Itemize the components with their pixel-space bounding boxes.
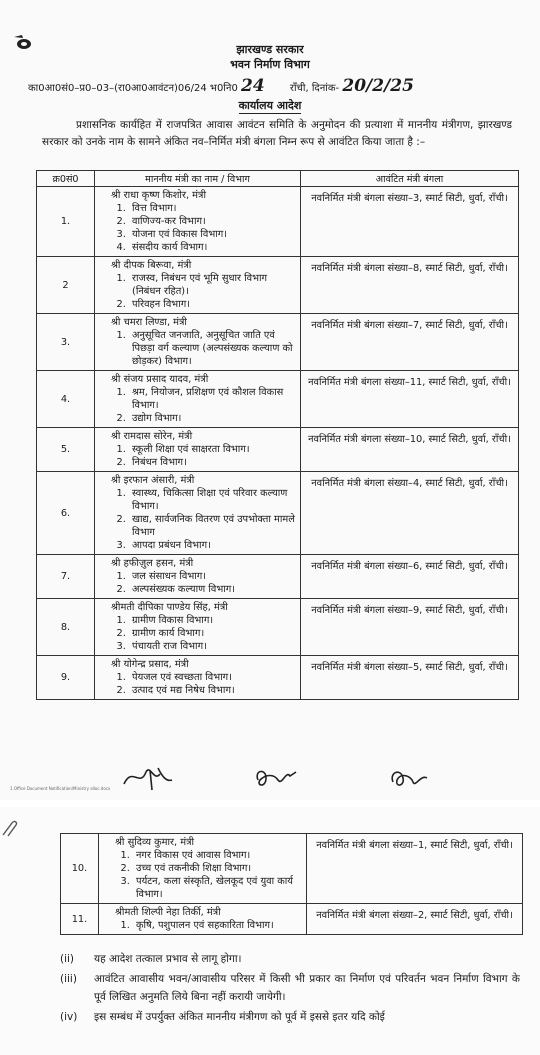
minister-name: श्री चमरा लिण्डा, मंत्री: [111, 317, 187, 328]
department-item: 1. श्रम, नियोजन, प्रशिक्षण एवं कौशल विकास विभाग।: [129, 386, 296, 412]
table-row: [61, 834, 523, 904]
minister-name: श्री इरफान अंसारी, मंत्री: [111, 475, 195, 486]
header-minister: माननीय मंत्री का नाम / विभाग: [95, 171, 301, 187]
department-item: 2. अल्पसंख्यक कल्याण विभाग।: [129, 583, 296, 596]
department-item: 3. पर्यटन, कला संस्कृति, खेलकूद एवं युवा कार्य विभाग।: [133, 875, 302, 901]
table-header-row: [37, 171, 519, 187]
serial-number: 5.: [37, 428, 95, 472]
department-item: 2. निबंधन विभाग।: [129, 456, 296, 469]
table-row: [37, 371, 519, 428]
department-item: 1. जल संसाधन विभाग।: [129, 570, 296, 583]
table-row: [37, 257, 519, 314]
minister-name: श्री सुदिव्य कुमार, मंत्री: [115, 837, 195, 848]
serial-number: 2: [37, 257, 95, 314]
table-row: [37, 428, 519, 472]
signature-1: [120, 762, 180, 792]
minister-cell: [95, 472, 301, 555]
header-bungalow: आवंटित मंत्री बंगला: [301, 171, 519, 187]
department-item: 3. आपदा प्रबंधन विभाग।: [129, 539, 296, 552]
govt-name: झारखण्ड सरकार: [236, 43, 304, 56]
department-item: 3. योजना एवं विकास विभाग।: [129, 228, 296, 241]
allotment-table-continued: [60, 833, 523, 935]
serial-number: 6.: [37, 472, 95, 555]
bungalow-cell: नवनिर्मित मंत्री बंगला संख्या–11, स्मार्ट सिटी, धुर्वा, राँची।: [301, 371, 519, 428]
department-item: 1. वित्त विभाग।: [129, 202, 296, 215]
minister-name: श्री दीपक बिरूवा, मंत्री: [111, 260, 192, 271]
signatures: [0, 758, 540, 798]
minister-name: श्रीमती दीपिका पाण्डेय सिंह, मंत्री: [111, 602, 228, 613]
paper-clip-icon: [0, 817, 22, 839]
department-list: [99, 487, 296, 552]
department-item: 4. संसदीय कार्य विभाग।: [129, 241, 296, 254]
bungalow-cell: नवनिर्मित मंत्री बंगला संख्या–8, स्मार्ट सिटी, धुर्वा, राँची।: [301, 257, 519, 314]
file-path-footer: 1 Office Document Notification/Ministry alloc.docx: [10, 786, 111, 791]
department-name: भवन निर्माण विभाग: [230, 58, 310, 71]
page-separator: [0, 800, 540, 807]
place-date-label: राँची, दिनांक-: [289, 83, 340, 94]
minister-name: श्री संजय प्रसाद यादव, मंत्री: [111, 374, 209, 385]
department-list: [99, 614, 296, 653]
bungalow-cell: नवनिर्मित मंत्री बंगला संख्या–2, स्मार्ट सिटी, धुर्वा, राँची।: [307, 904, 523, 935]
minister-name: श्री हफीज़ुल हसन, मंत्री: [111, 558, 194, 569]
department-item: 3. पंचायती राज विभाग।: [129, 640, 296, 653]
minister-name: श्री रामदास सोरेन, मंत्री: [111, 431, 193, 442]
department-item: 1. अनुसूचित जनजाति, अनुसूचित जाति एवं पिछड़ा वर्ग कल्याण (अल्पसंख्यक कल्याण को छोड़कर) विभाग।: [129, 329, 296, 368]
table-row: [37, 472, 519, 555]
minister-cell: [95, 314, 301, 371]
department-item: 1. राजस्व, निबंधन एवं भूमि सुधार विभाग (निबंधन रहित)।: [129, 272, 296, 298]
department-item: 2. ग्रामीण कार्य विभाग।: [129, 627, 296, 640]
department-list: [99, 202, 296, 254]
reference-number-handwritten: 24: [241, 76, 265, 96]
minister-cell: [95, 187, 301, 257]
order-clauses: [60, 950, 520, 1026]
allotment-table: [36, 170, 519, 700]
minister-cell: [95, 599, 301, 656]
department-item: 1. स्कूली शिक्षा एवं साक्षरता विभाग।: [129, 443, 296, 456]
department-list: [103, 849, 302, 901]
department-list: [99, 329, 296, 368]
department-item: 1. पेयजल एवं स्वच्छता विभाग।: [129, 671, 296, 684]
reference-line: [28, 76, 414, 96]
department-list: [99, 570, 296, 596]
serial-number: 4.: [37, 371, 95, 428]
department-item: 2. परिवहन विभाग।: [129, 298, 296, 311]
minister-cell: [99, 834, 307, 904]
department-list: [99, 272, 296, 311]
minister-cell: [95, 257, 301, 314]
bungalow-cell: नवनिर्मित मंत्री बंगला संख्या–9, स्मार्ट सिटी, धुर्वा, राँची।: [301, 599, 519, 656]
minister-cell: [95, 428, 301, 472]
table-row: [37, 599, 519, 656]
clause-item: (iv) इस सम्बंध में उपर्युक्त अंकित माननीय मंत्रीगण को पूर्व में इससे इतर यदि कोई: [60, 1011, 385, 1023]
department-item: 2. वाणिज्य-कर विभाग।: [129, 215, 296, 228]
table-row: [37, 656, 519, 700]
table-row: [61, 904, 523, 935]
bungalow-cell: नवनिर्मित मंत्री बंगला संख्या–3, स्मार्ट सिटी, धुर्वा, राँची।: [301, 187, 519, 257]
date-handwritten: 20/2/25: [342, 76, 414, 96]
table-row: [37, 314, 519, 371]
department-item: 1. कृषि, पशुपालन एवं सहकारिता विभाग।: [133, 919, 302, 932]
department-item: 2. खाद्य, सार्वजनिक वितरण एवं उपभोक्ता मामले विभाग: [129, 513, 296, 539]
department-item: 1. ग्रामीण विकास विभाग।: [129, 614, 296, 627]
department-item: 1. नगर विकास एवं आवास विभाग।: [133, 849, 302, 862]
minister-cell: [99, 904, 307, 935]
minister-name: श्री राधा कृष्ण किशोर, मंत्री: [111, 190, 206, 201]
department-item: 2. उत्पाद एवं मद्य निषेध विभाग।: [129, 684, 296, 697]
department-item: 2. उद्योग विभाग।: [129, 412, 296, 425]
signature-3: [385, 764, 435, 792]
bungalow-cell: नवनिर्मित मंत्री बंगला संख्या–5, स्मार्ट सिटी, धुर्वा, राँची।: [301, 656, 519, 700]
header-serial: क्र0सं0: [37, 171, 95, 187]
signature-2: [252, 764, 302, 792]
office-order-title: कार्यालय आदेश: [238, 99, 302, 112]
table-row: [37, 187, 519, 257]
bungalow-cell: नवनिर्मित मंत्री बंगला संख्या–6, स्मार्ट सिटी, धुर्वा, राँची।: [301, 555, 519, 599]
serial-number: 1.: [37, 187, 95, 257]
minister-cell: [95, 656, 301, 700]
department-list: [99, 443, 296, 469]
serial-number: 7.: [37, 555, 95, 599]
clause-item: (iii) आवंटित आवासीय भवन/आवासीय परिसर में किसी भी प्रकार का निर्माण एवं परिवर्तन भवन निर्माण विभाग के पूर्व लिखित अनुमति लिये बिना नहीं करायी जायेगी।: [60, 973, 520, 1003]
minister-cell: [95, 371, 301, 428]
serial-number: 10.: [61, 834, 99, 904]
intro-paragraph: प्रशासनिक कार्यहित में राजपत्रित आवास आवंटन समिति के अनुमोदन की प्रत्याशा में माननीय मंत्रीगण, झारखण्ड सरकार को उनके नाम के सामने अंकित नव–निर्मित मंत्री बंगला निम्न रूप से आवंटित किया जाता है :–: [42, 119, 512, 148]
serial-number: 8.: [37, 599, 95, 656]
minister-cell: [95, 555, 301, 599]
serial-number: 11.: [61, 904, 99, 935]
serial-number: 9.: [37, 656, 95, 700]
bungalow-cell: नवनिर्मित मंत्री बंगला संख्या–1, स्मार्ट सिटी, धुर्वा, राँची।: [307, 834, 523, 904]
department-item: 1. स्वास्थ्य, चिकित्सा शिक्षा एवं परिवार कल्याण विभाग।: [129, 487, 296, 513]
bungalow-cell: नवनिर्मित मंत्री बंगला संख्या–7, स्मार्ट सिटी, धुर्वा, राँची।: [301, 314, 519, 371]
bungalow-cell: नवनिर्मित मंत्री बंगला संख्या–10, स्मार्ट सिटी, धुर्वा, राँची।: [301, 428, 519, 472]
department-list: [99, 386, 296, 425]
bungalow-cell: नवनिर्मित मंत्री बंगला संख्या–4, स्मार्ट सिटी, धुर्वा, राँची।: [301, 472, 519, 555]
reference-prefix: का0आ0सं0–प्र0–03–(रा0आ0आवंटन)06/24 भ0नि0: [28, 83, 238, 94]
minister-name: श्री योगेन्द्र प्रसाद, मंत्री: [111, 659, 189, 670]
department-item: 2. उच्च एवं तकनीकी शिक्षा विभाग।: [133, 862, 302, 875]
minister-name: श्रीमती शिल्पी नेहा तिर्की, मंत्री: [115, 907, 221, 918]
clause-item: (ii) यह आदेश तत्काल प्रभाव से लागू होगा।: [60, 953, 242, 965]
department-list: [99, 671, 296, 697]
table-row: [37, 555, 519, 599]
serial-number: 3.: [37, 314, 95, 371]
department-list: [103, 919, 302, 932]
